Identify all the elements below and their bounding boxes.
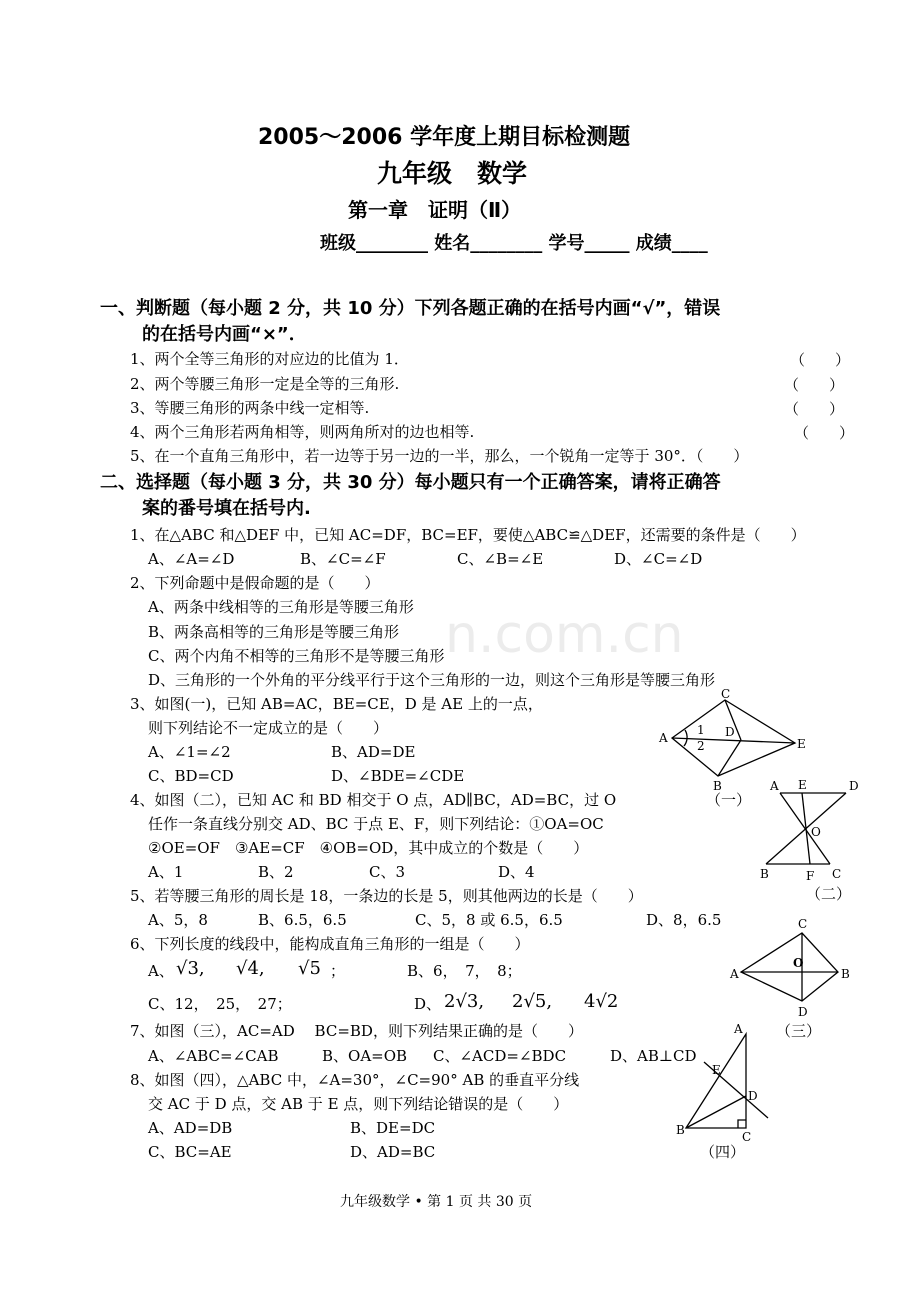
s1-answer-paren-1[interactable]: （ ）	[790, 351, 851, 369]
q4-option-c: C、3	[369, 863, 406, 881]
q7-stem: 7、如图（三），AC=AD BC=BD，则下列结果正确的是（ ）	[130, 1022, 583, 1040]
fig3-label-a: A	[730, 967, 739, 981]
fig2-label-b: B	[760, 867, 769, 881]
figure-4	[672, 1020, 782, 1144]
q8-option-c: C、BC=AE	[148, 1143, 232, 1161]
q6-option-a-val1: √3,	[176, 958, 205, 979]
fig2-label-f: F	[806, 869, 815, 883]
page-footer: 九年级数学 • 第 1 页 共 30 页	[340, 1194, 533, 1210]
section1-heading-line1: 一、判断题（每小题 2 分，共 10 分）下列各题正确的在括号内画“√”，错误	[100, 298, 721, 319]
q8-option-b: B、DE=DC	[350, 1119, 436, 1137]
fig4-label-c: C	[742, 1130, 752, 1144]
fig2-label-d: D	[849, 779, 859, 793]
fig4-label-a: A	[734, 1022, 743, 1036]
fig1-label-e: E	[797, 737, 806, 751]
fig4-label-d: D	[748, 1089, 758, 1103]
q6-option-b: B、6， 7， 8；	[407, 962, 522, 980]
q5-stem: 5、若等腰三角形的周长是 18，一条边的长是 5，则其他两边的长是（ ）	[130, 887, 643, 905]
q6-option-a-label: A、	[148, 962, 174, 980]
q6-option-d-val3: 4√2	[584, 991, 619, 1012]
q6-option-a-val3: √5	[298, 958, 321, 979]
q7-option-b: B、OA=OB	[322, 1047, 408, 1065]
exam-title: 2005～2006 学年度上期目标检测题	[258, 125, 631, 150]
q1-option-b: B、∠C=∠F	[300, 550, 386, 568]
fig4-right-angle-mark	[738, 1120, 746, 1128]
fig3-label-o: O	[793, 956, 804, 970]
fig1-label-c: C	[721, 687, 731, 701]
q4-stem-line1: 4、如图（二），已知 AC 和 BD 相交于 O 点，AD∥BC，AD=BC，过 O	[130, 791, 617, 809]
s1-item-1: 1、两个全等三角形的对应边的比值为 1．	[130, 350, 409, 368]
q3-option-a: A、∠1=∠2	[148, 743, 231, 761]
fig2-caption: （二）	[806, 885, 852, 903]
s1-item-2: 2、两个等腰三角形一定是全等的三角形.	[130, 375, 400, 393]
s1-item-3: 3、等腰三角形的两条中线一定相等.	[130, 399, 370, 417]
q2-option-b: B、两条高相等的三角形是等腰三角形	[148, 623, 400, 641]
q7-option-c: C、∠ACD=∠BDC	[433, 1047, 567, 1065]
q2-stem: 2、下列命题中是假命题的是（ ）	[130, 574, 380, 592]
fig1-angle2-arc	[684, 739, 687, 746]
q2-option-a: A、两条中线相等的三角形是等腰三角形	[148, 598, 414, 616]
q6-option-d-label: D、	[414, 995, 442, 1013]
q4-stem-line3: ②OE=OF ③AE=CF ④OB=OD，其中成立的个数是（ ）	[148, 839, 589, 857]
q3-stem-line1: 3、如图(一)，已知 AB=AC，BE=CE，D 是 AE 上的一点，	[130, 695, 543, 713]
fig4-label-e: E	[712, 1063, 721, 1077]
q5-option-a: A、5，8	[148, 911, 208, 929]
fig2-line-ac	[780, 793, 830, 864]
s1-item-5: 5、在一个直角三角形中，若一边等于另一边的一半，那么，一个锐角一定等于 30°．（ ）	[130, 447, 749, 465]
fig3-label-c: C	[798, 917, 808, 931]
q1-stem: 1、在△ABC 和△DEF 中，已知 AC=DF，BC=EF，要使△ABC≌△DEF，还需要的条件是（ ）	[130, 526, 806, 544]
figure-3	[726, 916, 856, 1020]
s1-answer-paren-3[interactable]: （ ）	[784, 400, 845, 418]
fig3-label-b: B	[841, 967, 850, 981]
watermark: n.com.cn	[445, 605, 684, 665]
section2-heading-line1: 二、选择题（每小题 3 分，共 30 分）每小题只有一个正确答案，请将正确答	[100, 472, 721, 493]
fig4-caption: （四）	[700, 1143, 746, 1161]
q7-option-d: D、AB⊥CD	[610, 1047, 697, 1065]
q6-option-a-val2: √4,	[236, 958, 265, 979]
s1-answer-paren-2[interactable]: （ ）	[784, 376, 845, 394]
fig2-line-ef	[802, 793, 810, 864]
fig4-label-b: B	[676, 1123, 685, 1137]
q3-option-d: D、∠BDE=∠CDE	[331, 767, 465, 785]
figure-2	[756, 776, 866, 884]
q5-option-c: C、5，8 或 6.5，6.5	[415, 911, 563, 929]
q5-option-d: D、8，6.5	[646, 911, 722, 929]
q3-stem-line2: 则下列结论不一定成立的是（ ）	[148, 719, 389, 737]
fig1-label-angle1: 1	[697, 723, 705, 737]
q6-option-d-val2: 2√5,	[512, 991, 553, 1012]
fig2-label-o: O	[811, 825, 821, 839]
q1-option-c: C、∠B=∠E	[457, 550, 544, 568]
q2-option-d: D、三角形的一个外角的平分线平行于这个三角形的一边，则这个三角形是等腰三角形	[148, 671, 716, 689]
q8-stem-line2: 交 AC 于 D 点，交 AB 于 E 点，则下列结论错误的是（ ）	[148, 1095, 569, 1113]
fig1-label-d: D	[725, 725, 735, 739]
q2-option-c: C、两个内角不相等的三角形不是等腰三角形	[148, 647, 445, 665]
exam-subtitle: 九年级 数学	[377, 159, 528, 188]
q6-option-c: C、12， 25， 27；	[148, 995, 292, 1013]
q1-option-d: D、∠C=∠D	[614, 550, 703, 568]
q1-option-a: A、∠A=∠D	[148, 550, 235, 568]
fig1-label-angle2: 2	[697, 739, 705, 753]
fig3-label-d: D	[798, 1005, 808, 1019]
fig4-triangle	[686, 1034, 746, 1128]
q8-option-d: D、AD=BC	[350, 1143, 436, 1161]
fig1-label-b: B	[713, 779, 722, 793]
student-info-fields: 班级________ 姓名________ 学号_____ 成绩____	[320, 233, 708, 254]
q6-stem: 6、下列长度的线段中，能构成直角三角形的一组是（ ）	[130, 935, 530, 953]
section1-heading-line2: 的在括号内画“×”．	[142, 324, 307, 345]
fig2-label-e: E	[798, 778, 807, 792]
fig2-label-c: C	[832, 867, 842, 881]
fig1-caption: （一）	[706, 791, 752, 809]
q7-option-a: A、∠ABC=∠CAB	[148, 1047, 279, 1065]
fig1-angle1-arc	[685, 730, 687, 739]
q4-stem-line2: 任作一条直线分别交 AD、BC 于点 E、F，则下列结论：①OA=OC	[148, 815, 604, 833]
q8-option-a: A、AD=DB	[148, 1119, 233, 1137]
fig4-line-bd	[686, 1096, 746, 1128]
q6-option-d-val1: 2√3,	[444, 991, 485, 1012]
q3-option-b: B、AD=DE	[331, 743, 416, 761]
q3-option-c: C、BD=CD	[148, 767, 234, 785]
chapter-title: 第一章 证明（Ⅱ）	[348, 198, 522, 222]
q4-option-b: B、2	[258, 863, 294, 881]
fig1-label-a: A	[659, 731, 668, 745]
section2-heading-line2: 案的番号填在括号内.	[142, 498, 311, 519]
q4-option-a: A、1	[148, 863, 184, 881]
q6-option-a-sep: ；	[330, 962, 346, 980]
fig3-outline	[741, 933, 838, 1001]
q4-option-d: D、4	[498, 863, 535, 881]
fig2-label-a: A	[770, 779, 779, 793]
q5-option-b: B、6.5，6.5	[258, 911, 347, 929]
fig3-caption: （三）	[776, 1022, 822, 1040]
s1-answer-paren-4[interactable]: （ ）	[794, 424, 855, 442]
s1-item-4: 4、两个三角形若两角相等，则两角所对的边也相等.	[130, 423, 475, 441]
q8-stem-line1: 8、如图（四），△ABC 中，∠A=30°，∠C=90° AB 的垂直平分线	[130, 1071, 580, 1089]
